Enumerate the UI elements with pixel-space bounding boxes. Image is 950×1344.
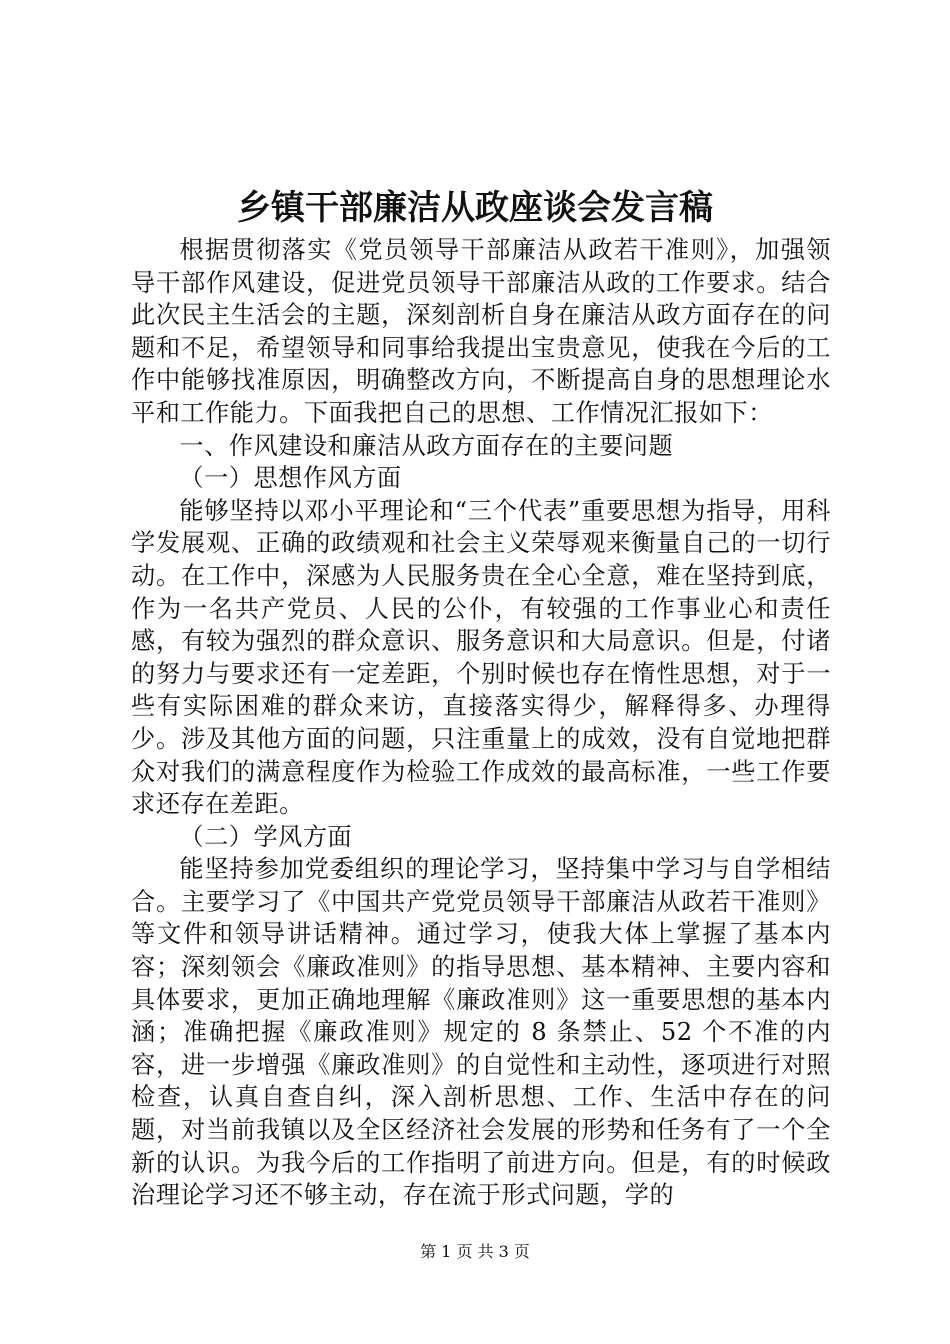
subsection-heading-2: （二）学风方面 [179,822,353,851]
section-heading-1: 一、作风建设和廉洁从政方面存在的主要问题 [179,431,674,460]
thought-style-paragraph: 能够坚持以邓小平理论和“三个代表”重要思想为指导，用科学发展观、正确的政绩观和社会主义荣辱观来衡量自己的一切行动。在工作中，深感为人民服务贵在全心全意，难在坚持到底，作为一名共产党员、人民的公仆，有较强的工作事业心和责任感，有较为强烈的群众意识、服务意识和大局意识。但是，付诸的努力与要求还有一定差距，个别时候也存在惰性思想，对于一些有实际困难的群众来访，直接落实得少，解释得多、办理得少。涉及其他方面的问题，只注重量上的成效，没有自觉地把群众对我们的满意程度作为检验工作成效的最高标准，一些工作要求还存在差距。 [131,496,831,819]
document-body [131,234,831,1212]
subsection-heading-1: （一）思想作风方面 [179,464,402,493]
document-title: 乡镇干部廉洁从政座谈会发言稿 [237,188,713,228]
page-footer: 第 1 页 共 3 页 [420,1242,530,1261]
intro-paragraph: 根据贯彻落实《党员领导干部廉洁从政若干准则》，加强领导干部作风建设，促进党员领导干部廉洁从政的工作要求。结合此次民主生活会的主题，深刻剖析自身在廉洁从政方面存在的问题和不足，希望领导和同事给我提出宝贵意见，使我在今后的工作中能够找准原因，明确整改方向，不断提高自身的思想理论水平和工作能力。下面我把自己的思想、工作情况汇报如下： [131,236,831,427]
study-style-paragraph: 能坚持参加党委组织的理论学习，坚持集中学习与自学相结合。主要学习了《中国共产党党员领导干部廉洁从政若干准则》等文件和领导讲话精神。通过学习，使我大体上掌握了基本内容；深刻领会《廉政准则》的指导思想、基本精神、主要内容和具体要求，更加正确地理解《廉政准则》这一重要思想的基本内涵；准确把握《廉政准则》规定的 8 条禁止、52 个不准的内容，进一步增强《廉政准则》的自觉性和主动性，逐项进行对照检查，认真自查自纠，深入剖析思想、工作、生活中存在的问题，对当前我镇以及全区经济社会发展的形势和任务有了一个全新的认识。为我今后的工作指明了前进方向。但是，有的时候政治理论学习还不够主动，存在流于形式问题，学的 [131,855,831,1210]
